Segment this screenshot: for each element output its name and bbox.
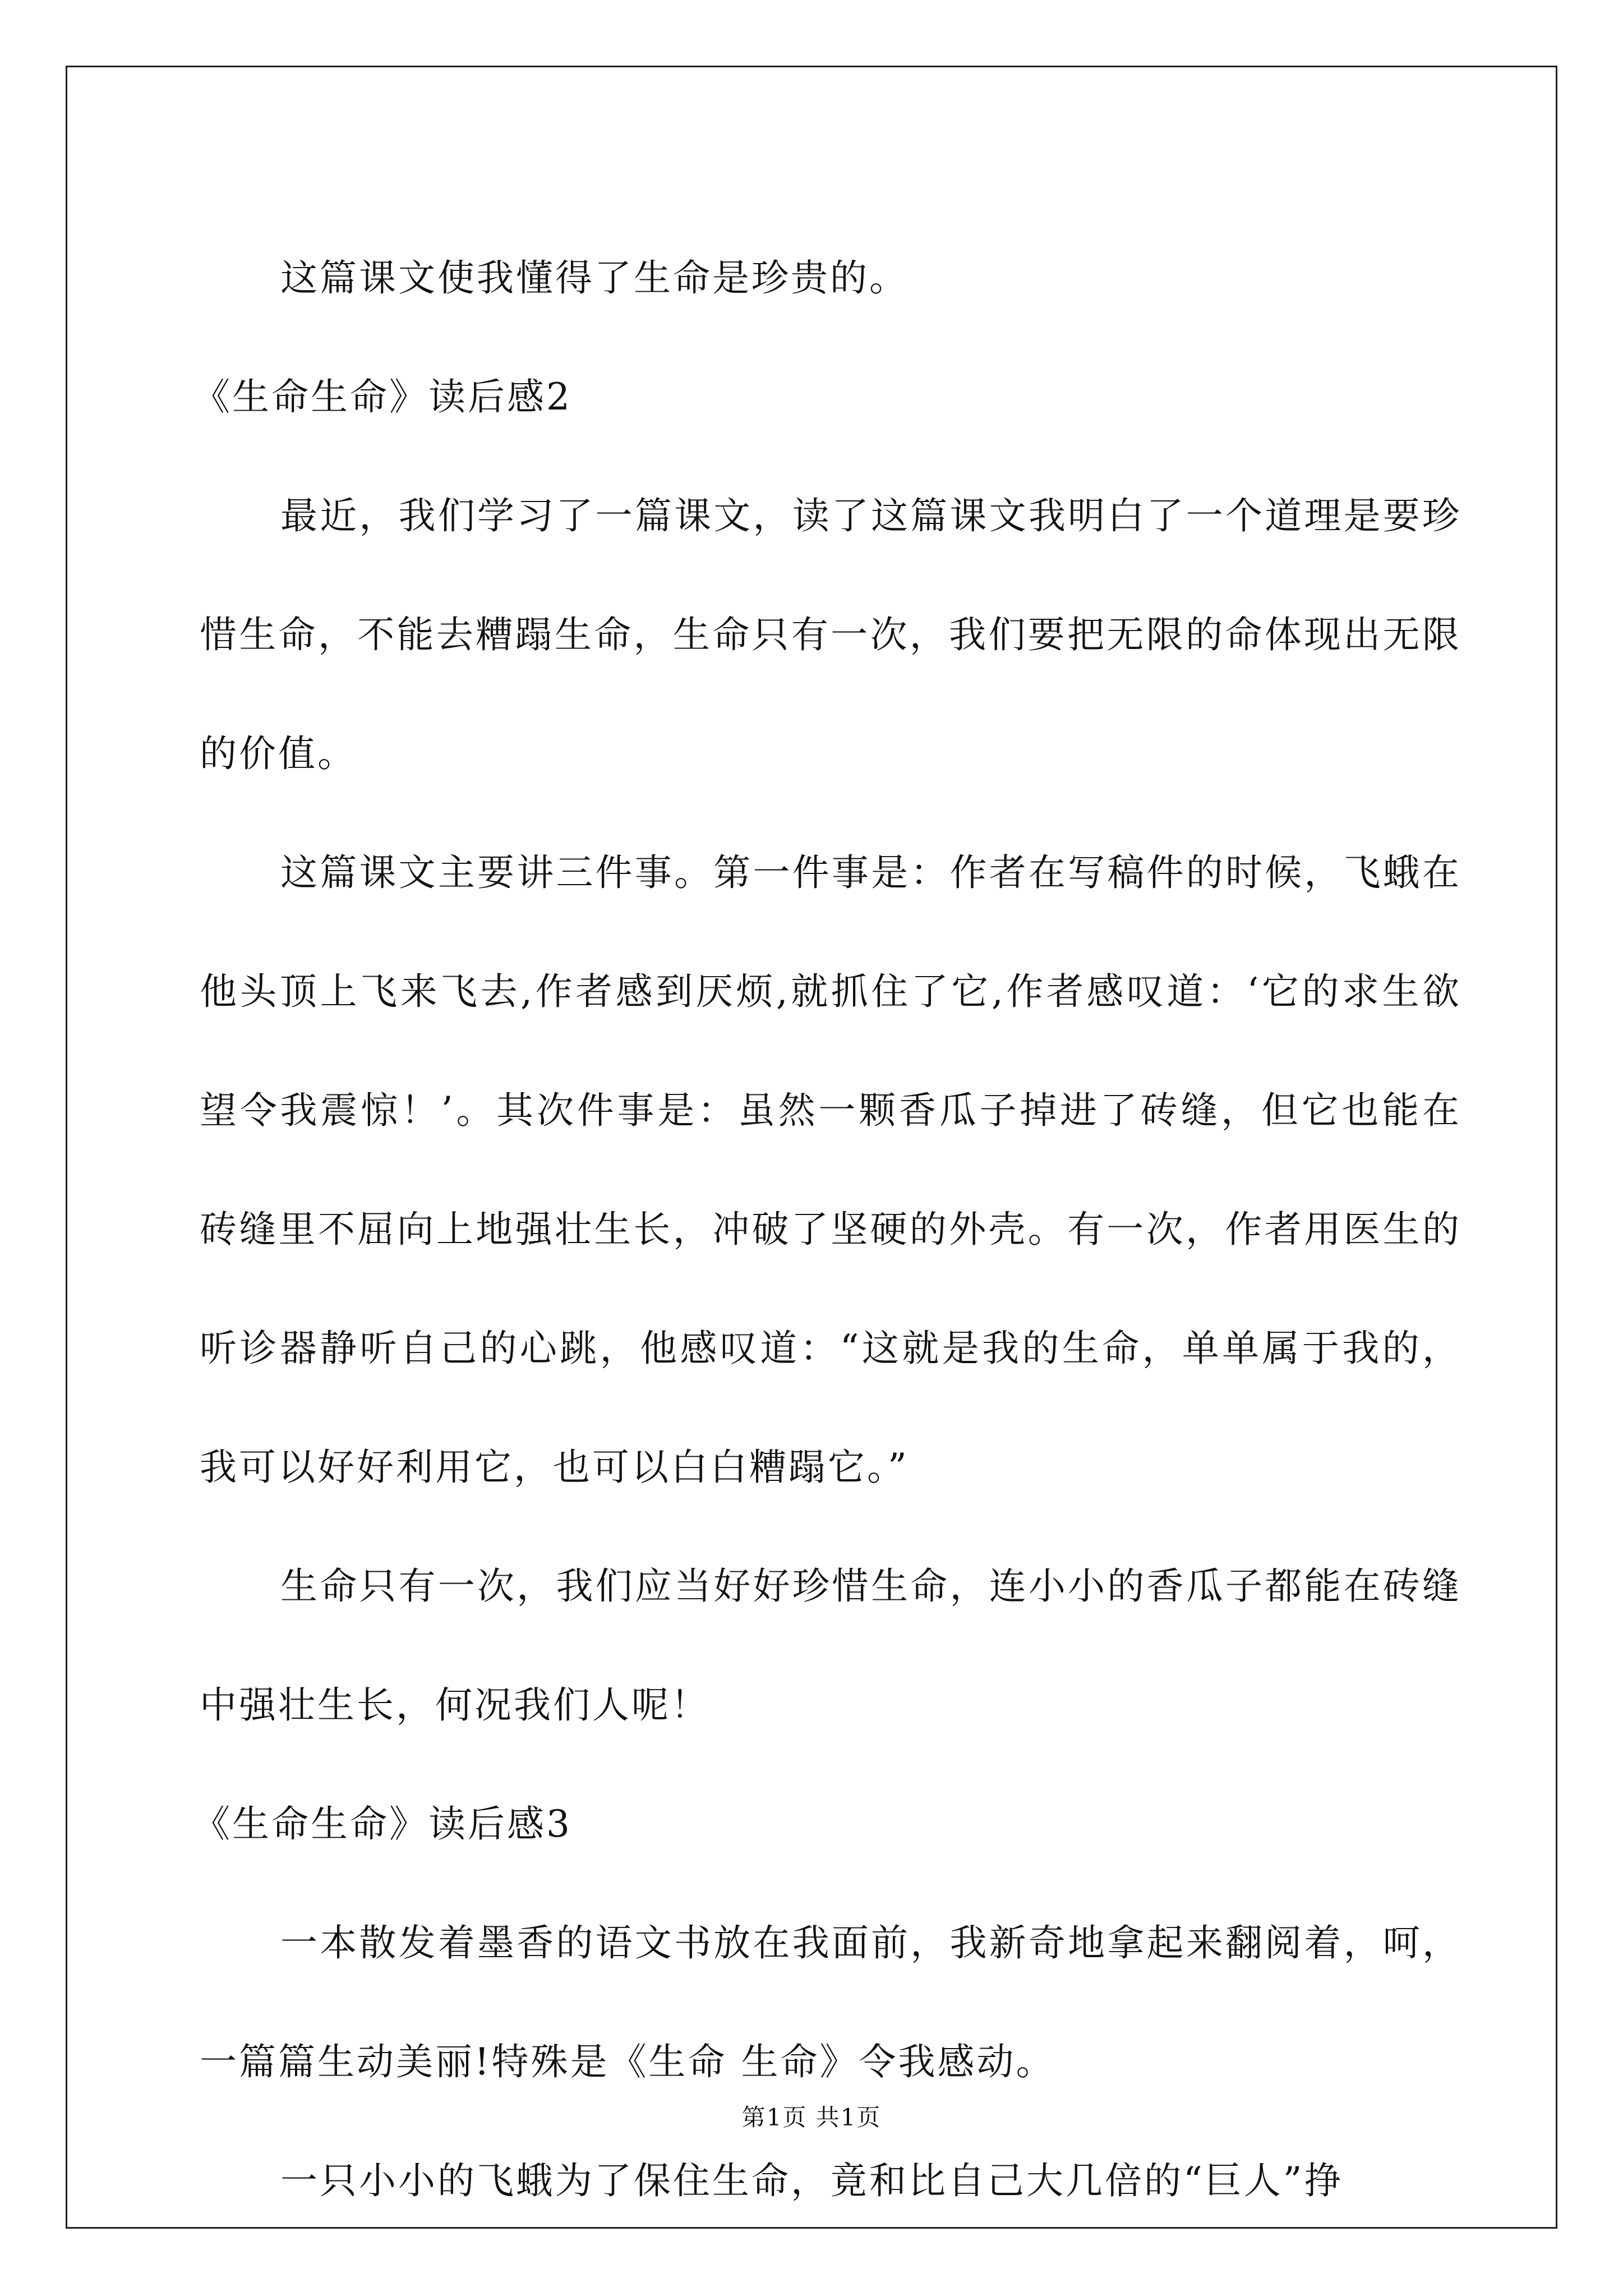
document-body (193, 219, 1461, 2240)
section-heading: 《生命生命》读后感3 (193, 1802, 572, 1846)
paragraph: 这篇课文使我懂得了生命是珍贵的。 (280, 256, 909, 300)
section-heading: 《生命生命》读后感2 (193, 375, 572, 418)
paragraph: 这篇课文主要讲三件事。第一件事是：作者在写稿件的时候，飞蛾在他头顶上飞来飞去,作者感到厌烦,就抓住了它,作者感叹道：‘它的求生欲望令我震惊！’。其次件事是：虽然一颗香瓜子掉进了砖缝，但它也能在砖缝里不屈向上地强壮生长，冲破了坚硬的外壳。有一次，作者用医生的听诊器静听自己的心跳，他感叹道：“这就是我的生命，单单属于我的，我可以好好利用它，也可以白白糟蹋它。” (200, 851, 1461, 1489)
page-footer: 第1页 共1页 (741, 2104, 882, 2131)
paragraph: 一本散发着墨香的语文书放在我面前，我新奇地拿起来翻阅着，呵，一篇篇生动美丽!特殊是《生命 生命》令我感动。 (200, 1921, 1461, 2083)
paragraph: 一只小小的飞蛾为了保住生命，竟和比自己大几倍的“巨人”挣 (280, 2159, 1344, 2202)
paragraph: 生命只有一次，我们应当好好珍惜生命，连小小的香瓜子都能在砖缝中强壮生长，何况我们人呢！ (200, 1565, 1461, 1727)
paragraph: 最近，我们学习了一篇课文，读了这篇课文我明白了一个道理是要珍惜生命，不能去糟蹋生命，生命只有一次，我们要把无限的命体现出无限的价值。 (200, 494, 1461, 775)
